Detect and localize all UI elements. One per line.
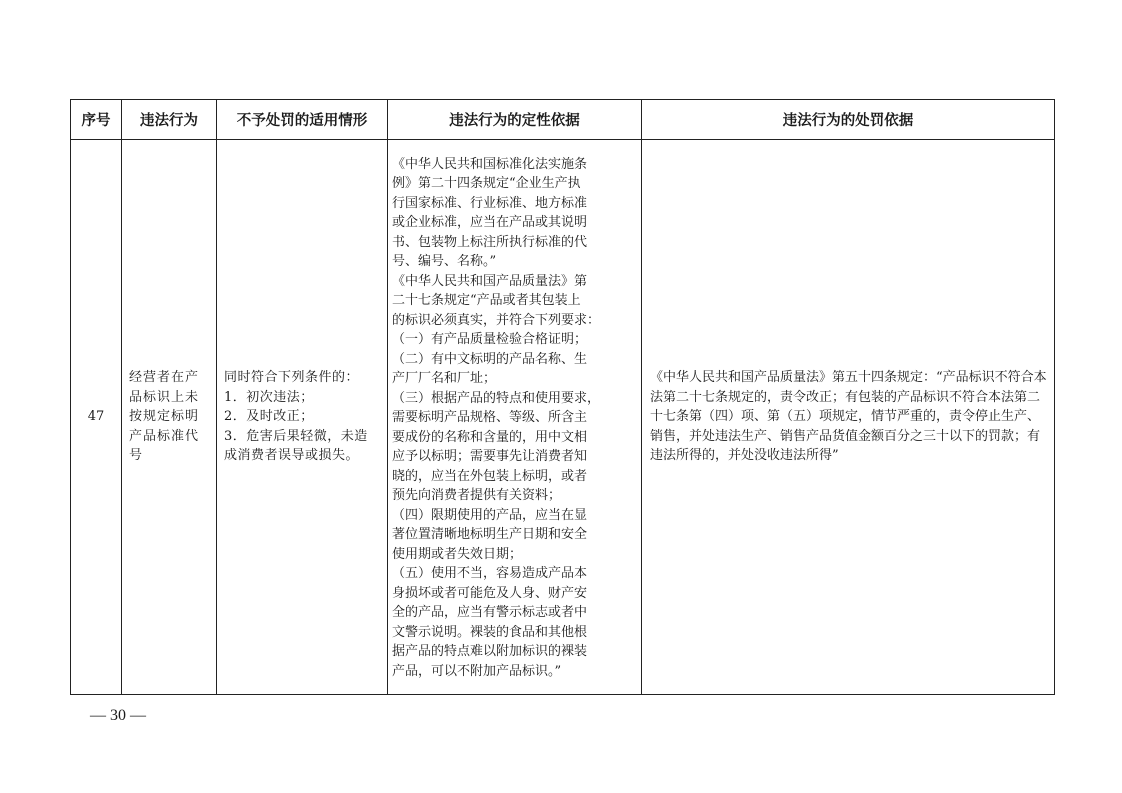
basis-line: （二）有中文标明的产品名称、生 bbox=[392, 351, 588, 367]
row-legal-basis bbox=[388, 140, 642, 695]
basis-line: 文警示说明。裸装的食品和其他根 bbox=[392, 624, 588, 640]
basis-line: 产厂厂名和厂址； bbox=[392, 371, 497, 387]
basis-line: 例》第二十四条规定“企业生产执 bbox=[392, 176, 581, 192]
condition-line: 2．及时改正； bbox=[224, 409, 314, 425]
basis-line: 的标识必须真实，并符合下列要求： bbox=[392, 312, 601, 328]
basis-line: 二十七条规定“产品或者其包装上 bbox=[392, 293, 581, 309]
basis-line: 《中华人民共和国标准化法实施条 bbox=[392, 156, 588, 172]
basis-line: 要成份的名称和含量的，用中文相 bbox=[392, 429, 588, 445]
basis-line: 晓的，应当在外包装上标明，或者 bbox=[392, 468, 588, 484]
header-seq: 序号 bbox=[71, 100, 122, 140]
header-penalty: 违法行为的处罚依据 bbox=[642, 100, 1055, 140]
condition-line: 同时符合下列条件的： bbox=[224, 370, 360, 386]
basis-line: 应予以标明；需要事先让消费者知 bbox=[392, 449, 588, 465]
regulation-table bbox=[70, 99, 1055, 695]
row-violation: 经营者在产品标识上未按规定标明产品标准代号 bbox=[122, 140, 217, 695]
basis-line: 全的产品，应当有警示标志或者中 bbox=[392, 605, 588, 621]
basis-line: （五）使用不当，容易造成产品本 bbox=[392, 566, 588, 582]
basis-line: 预先向消费者提供有关资料； bbox=[392, 488, 562, 504]
basis-line: 《中华人民共和国产品质量法》第 bbox=[392, 273, 588, 289]
basis-line: 身损坏或者可能危及人身、财产安 bbox=[392, 585, 588, 601]
basis-line: 使用期或者失效日期； bbox=[392, 546, 523, 562]
basis-line: 著位置清晰地标明生产日期和安全 bbox=[392, 527, 588, 543]
basis-line: 书、包装物上标注所执行标准的代 bbox=[392, 234, 588, 250]
page-number: — 30 — bbox=[90, 707, 146, 724]
condition-line: 1．初次违法； bbox=[224, 389, 314, 405]
basis-line: 产品，可以不附加产品标识。” bbox=[392, 663, 562, 679]
table-header-row bbox=[71, 100, 1055, 140]
header-basis: 违法行为的定性依据 bbox=[388, 100, 642, 140]
basis-line: 或企业标准，应当在产品或其说明 bbox=[392, 215, 588, 231]
table-row bbox=[71, 140, 1055, 695]
row-penalty-basis: 《中华人民共和国产品质量法》第五十四条规定：“产品标识不符合本法第二十七条规定的，责令改正；有包装的产品标识不符合本法第二十七条第（四）项、第（五）项规定，情节严重的，责令停止生产、销售，并处违法生产、销售产品货值金额百分之三十以下的罚款；有违法所得的，并处没收违法所得” bbox=[642, 140, 1055, 695]
basis-line: 号、编号、名称。” bbox=[392, 254, 497, 270]
basis-line: 行国家标准、行业标准、地方标准 bbox=[392, 195, 588, 211]
basis-line: （一）有产品质量检验合格证明； bbox=[392, 332, 588, 348]
basis-line: （三）根据产品的特点和使用要求， bbox=[392, 390, 601, 406]
row-exemption-conditions bbox=[217, 140, 388, 695]
condition-line: 3．危害后果轻微，未造成消费者误导或损失。 bbox=[224, 428, 368, 464]
header-exempt: 不予处罚的适用情形 bbox=[217, 100, 388, 140]
basis-line: （四）限期使用的产品，应当在显 bbox=[392, 507, 588, 523]
header-act: 违法行为 bbox=[122, 100, 217, 140]
basis-line: 据产品的特点难以附加标识的裸装 bbox=[392, 644, 588, 660]
basis-line: 需要标明产品规格、等级、所含主 bbox=[392, 410, 588, 426]
row-seq: 47 bbox=[71, 140, 122, 695]
